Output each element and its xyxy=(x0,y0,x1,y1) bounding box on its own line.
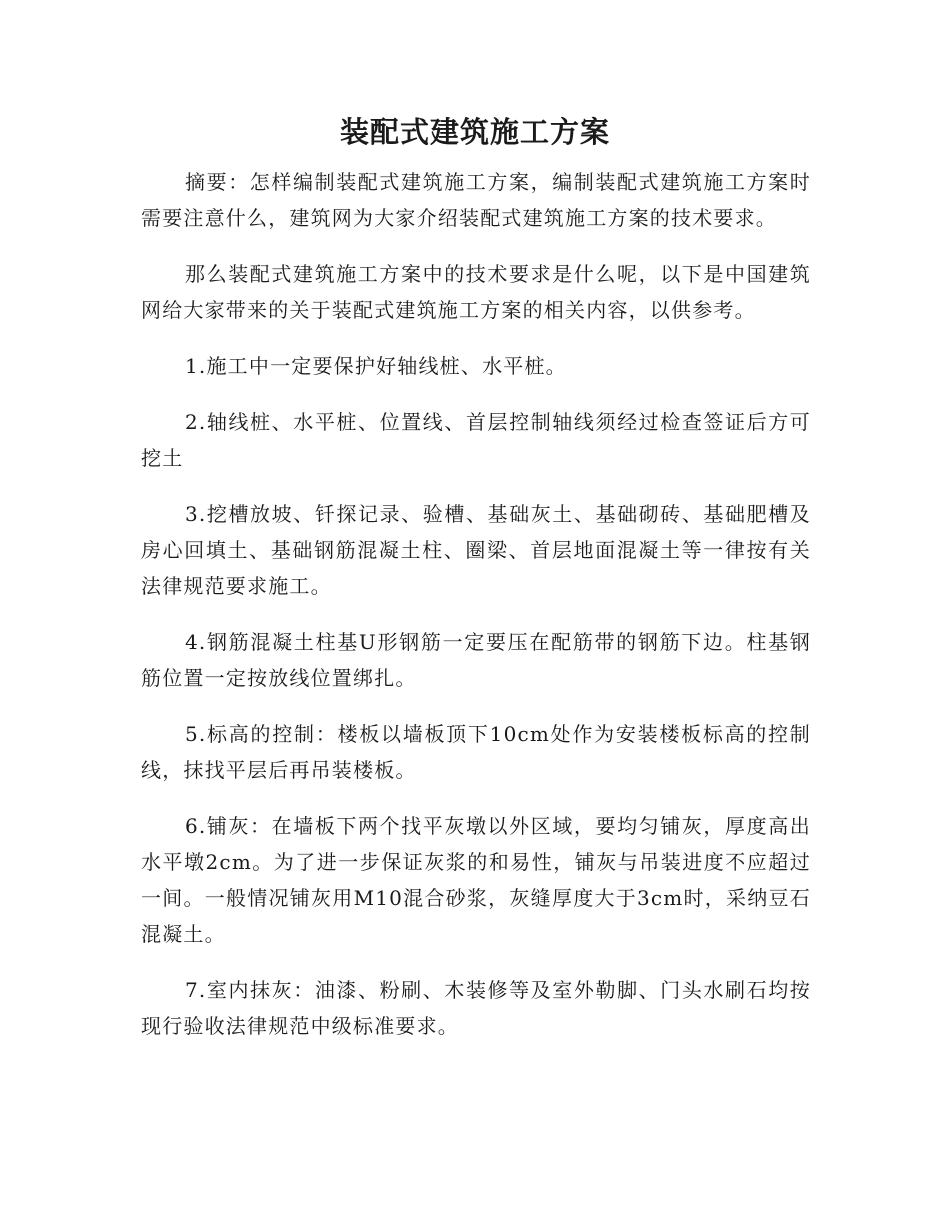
requirement-item-2: 2.轴线桩、水平桩、位置线、首层控制轴线须经过检查签证后方可挖土 xyxy=(141,410,811,470)
requirement-item-4: 4.钢筋混凝土柱基U形钢筋一定要压在配筋带的钢筋下边。柱基钢筋位置一定按放线位置绑扎。 xyxy=(141,630,811,690)
requirement-item-3: 3.挖槽放坡、钎探记录、验槽、基础灰土、基础砌砖、基础肥槽及房心回填土、基础钢筋混凝土柱、圈梁、首层地面混凝土等一律按有关法律规范要求施工。 xyxy=(141,502,811,598)
requirement-item-6: 6.铺灰：在墙板下两个找平灰墩以外区域，要均匀铺灰，厚度高出水平墩2cm。为了进一步保证灰浆的和易性，铺灰与吊装进度不应超过一间。一般情况铺灰用M10混合砂浆，灰缝厚度大于3cm时，采纳豆石混凝土。 xyxy=(141,814,811,946)
requirement-item-7: 7.室内抹灰：油漆、粉刷、木装修等及室外勒脚、门头水刷石均按现行验收法律规范中级标准要求。 xyxy=(141,978,811,1038)
abstract-paragraph: 摘要：怎样编制装配式建筑施工方案，编制装配式建筑施工方案时需要注意什么，建筑网为大家介绍装配式建筑施工方案的技术要求。 xyxy=(141,170,811,230)
requirement-item-5: 5.标高的控制：楼板以墙板顶下10cm处作为安装楼板标高的控制线，抹找平层后再吊装楼板。 xyxy=(141,722,811,782)
intro-paragraph: 那么装配式建筑施工方案中的技术要求是什么呢，以下是中国建筑网给大家带来的关于装配式建筑施工方案的相关内容，以供参考。 xyxy=(141,262,811,322)
document-title: 装配式建筑施工方案 xyxy=(339,115,610,149)
requirement-item-1: 1.施工中一定要保护好轴线桩、水平桩。 xyxy=(185,354,567,378)
document-body xyxy=(141,164,811,1064)
